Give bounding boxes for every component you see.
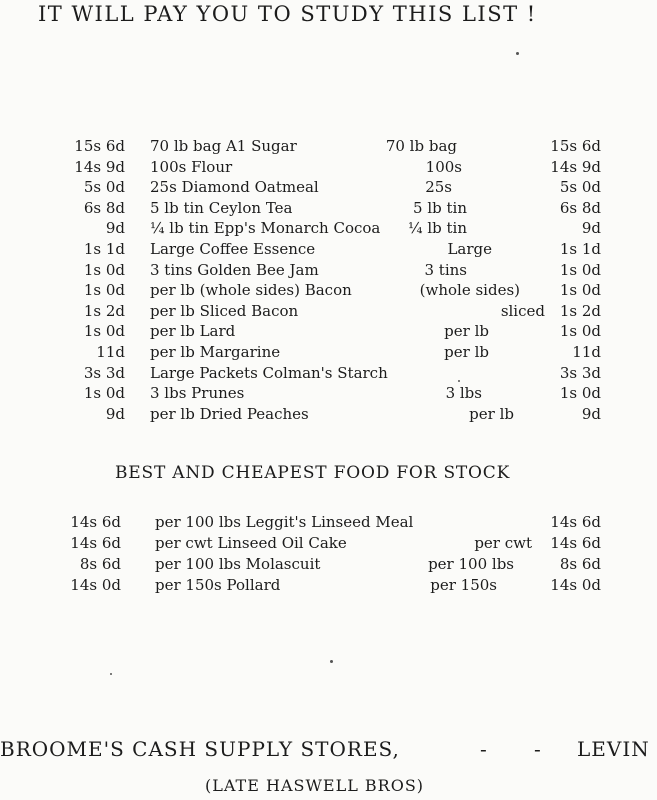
- item-description: per lb Dried Peaches: [150, 404, 309, 423]
- price-row: [0, 261, 657, 282]
- item-price-repeat: 9d: [581, 404, 601, 423]
- item-description: 25s Diamond Oatmeal: [150, 178, 319, 197]
- item-quantity: per lb: [444, 343, 489, 361]
- item-price: 9d: [105, 404, 125, 423]
- item-price-repeat: 1s 0d: [559, 384, 601, 403]
- item-description: per lb Sliced Bacon: [150, 301, 299, 320]
- item-price: 15s 6d: [74, 137, 125, 155]
- item-price-repeat: 1s 0d: [559, 281, 601, 300]
- item-price-repeat: 14s 6d: [550, 513, 601, 531]
- print-speck: [110, 673, 112, 675]
- item-quantity: per lb: [444, 322, 489, 341]
- item-description: 5 lb tin Ceylon Tea: [150, 198, 293, 217]
- item-price-repeat: 1s 0d: [559, 322, 601, 341]
- main-heading: IT WILL PAY YOU TO STUDY THIS LIST !: [38, 2, 537, 26]
- price-row: [0, 302, 657, 323]
- item-price-repeat: 15s 6d: [550, 137, 601, 155]
- price-row: [0, 240, 657, 261]
- item-quantity: Large: [447, 240, 492, 258]
- item-price-repeat: 1s 2d: [559, 301, 601, 320]
- item-price-repeat: 8s 6d: [559, 555, 601, 573]
- price-row: [0, 576, 657, 597]
- item-price: 9d: [105, 219, 125, 238]
- store-previous-owner: (LATE HASWELL BROS): [205, 776, 425, 795]
- item-quantity: sliced: [500, 301, 545, 320]
- price-row: [0, 513, 657, 534]
- item-price: 5s 0d: [83, 178, 125, 197]
- item-quantity: per cwt: [474, 534, 532, 552]
- item-description: 3 tins Golden Bee Jam: [150, 260, 319, 279]
- item-price-repeat: 14s 0d: [550, 576, 601, 594]
- item-description: per 150s Pollard: [155, 576, 281, 594]
- item-description: per lb Lard: [150, 322, 236, 341]
- print-speck: [330, 660, 333, 663]
- item-price: 11d: [96, 343, 125, 361]
- item-price: 1s 2d: [83, 301, 125, 320]
- item-description: Large Coffee Essence: [150, 240, 316, 258]
- item-description: 100s Flour: [150, 157, 233, 176]
- price-row: [0, 199, 657, 220]
- item-price: 1s 0d: [83, 322, 125, 341]
- item-description: ¼ lb tin Epp's Monarch Cocoa: [150, 219, 381, 238]
- price-row: [0, 405, 657, 426]
- price-row: [0, 219, 657, 240]
- store-town: LEVIN: [577, 737, 650, 761]
- item-description: per 100 lbs Molascuit: [155, 555, 321, 573]
- price-row: [0, 534, 657, 555]
- item-price: 1s 0d: [83, 281, 125, 300]
- price-row: [0, 158, 657, 179]
- item-quantity: (whole sides): [419, 281, 520, 300]
- item-quantity: per lb: [469, 404, 514, 423]
- stock-heading: BEST AND CHEAPEST FOOD FOR STOCK: [115, 463, 511, 483]
- item-description: 3 lbs Prunes: [150, 384, 245, 403]
- item-price-repeat: 6s 8d: [559, 198, 601, 217]
- item-price-repeat: 14s 6d: [550, 534, 601, 552]
- price-row: [0, 137, 657, 158]
- footer-dash: -: [534, 737, 542, 761]
- item-price: 14s 6d: [70, 534, 121, 552]
- item-price-repeat: 9d: [581, 219, 601, 238]
- price-row: [0, 384, 657, 405]
- item-description: per lb Margarine: [150, 343, 281, 361]
- item-price-repeat: 14s 9d: [550, 157, 601, 176]
- item-quantity: ¼ lb tin: [408, 219, 467, 238]
- item-description: per lb (whole sides) Bacon: [150, 281, 352, 300]
- item-price: 14s 6d: [70, 513, 121, 531]
- item-quantity: 25s: [425, 178, 452, 197]
- item-quantity: 3 tins: [424, 260, 467, 279]
- price-row: [0, 178, 657, 199]
- footer-dash: -: [480, 737, 488, 761]
- item-description: per cwt Linseed Oil Cake: [155, 534, 347, 552]
- item-price: 1s 0d: [83, 384, 125, 403]
- print-speck: [516, 52, 519, 55]
- item-description: 70 lb bag A1 Sugar: [150, 137, 297, 155]
- item-price-repeat: 1s 1d: [559, 240, 601, 258]
- item-price-repeat: 3s 3d: [559, 363, 601, 382]
- item-price: 14s 9d: [74, 157, 125, 176]
- price-row: [0, 281, 657, 302]
- item-price: 1s 0d: [83, 260, 125, 279]
- item-price: 1s 1d: [83, 240, 125, 258]
- store-name: BROOME'S CASH SUPPLY STORES,: [0, 737, 400, 761]
- item-quantity: per 150s: [430, 576, 497, 594]
- item-price: 6s 8d: [83, 198, 125, 217]
- item-price: 3s 3d: [83, 363, 125, 382]
- item-price: 14s 0d: [70, 576, 121, 594]
- price-row: [0, 364, 657, 385]
- print-speck: [458, 380, 460, 382]
- item-quantity: 3 lbs: [445, 384, 482, 403]
- item-quantity: 70 lb bag: [385, 137, 457, 155]
- item-price-repeat: 5s 0d: [559, 178, 601, 197]
- item-description: per 100 lbs Leggit's Linseed Meal: [155, 513, 414, 531]
- price-row: [0, 343, 657, 364]
- item-quantity: per 100 lbs: [428, 555, 514, 573]
- item-description: Large Packets Colman's Starch: [150, 363, 388, 382]
- item-price: 8s 6d: [79, 555, 121, 573]
- item-quantity: 100s: [425, 157, 462, 176]
- item-price-repeat: 11d: [572, 343, 601, 361]
- price-row: [0, 322, 657, 343]
- price-row: [0, 555, 657, 576]
- item-quantity: 5 lb tin: [413, 198, 467, 217]
- item-price-repeat: 1s 0d: [559, 260, 601, 279]
